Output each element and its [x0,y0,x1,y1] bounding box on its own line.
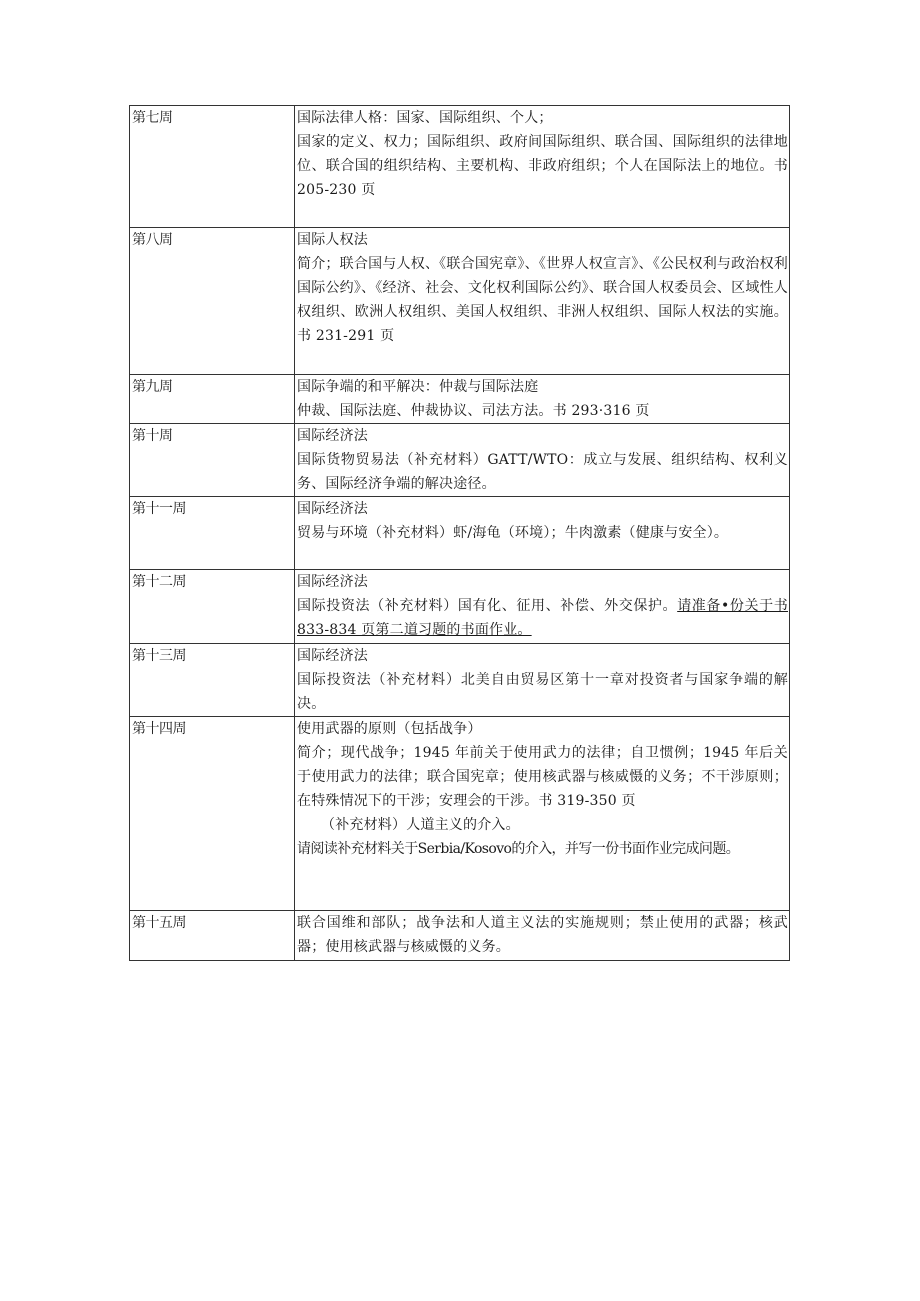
topic-title: 使用武器的原则（包括战争） [297,721,482,737]
topic-title: 国际经济法 [297,501,368,517]
table-row [130,497,790,570]
topic-detail: 国家的定义、权力；国际组织、政府间国际组织、联合国、国际组织的法律地位、联合国的组织结构、主要机构、非政府组织；个人在国际法上的地位。书 205-230 页 [297,134,788,198]
week-content [295,424,790,497]
table-row [130,228,790,375]
week-label: 第九周 [130,375,295,424]
week-content [295,911,790,961]
topic-detail-text: 国际投资法（补充材料）国有化、征用、补偿、外交保护。 [297,598,678,614]
topic-detail: 贸易与环境（补充材料）虾/海龟（环境）；牛肉激素（健康与安全）。 [297,525,729,541]
week-label: 第十一周 [130,497,295,570]
topic-detail: 国际投资法（补充材料）北美自由贸易区第十一章对投资者与国家争端的解决。 [297,672,788,712]
topic-detail: 仲裁、国际法庭、仲裁协议、司法方法。书 293·316 页 [297,403,650,419]
assignment-note: 请阅读补充材料关于Serbia/Kosovo的介入，并写一份书面作业完成问题。 [297,841,740,857]
table-row [130,644,790,717]
topic-detail [297,594,788,642]
week-content [295,228,790,375]
table-row [130,717,790,911]
topic-title: 国际经济法 [297,574,368,590]
week-label: 第十二周 [130,570,295,644]
week-content [295,375,790,424]
week-label: 第十三周 [130,644,295,717]
week-label: 第十五周 [130,911,295,961]
topic-title: 国际法律人格：国家、国际组织、个人； [297,110,553,126]
topic-detail: 简介；现代战争；1945 年前关于使用武力的法律；自卫惯例；1945 年后关于使用武力的法律；联合国宪章；使用核武器与核威慑的义务；不干涉原则；在特殊情况下的干涉；安理会的干涉。书 319-350 页 [297,745,788,809]
topic-title: 国际经济法 [297,648,368,664]
topic-title: 国际人权法 [297,232,368,248]
topic-detail: 简介；联合国与人权、《联合国宪章》、《世界人权宣言》、《公民权利与政治权利国际公约》、《经济、社会、文化权利国际公约》、联合国人权委员会、区域性人权组织、欧洲人权组织、美国人权组织、非洲人权组织、国际人权法的实施。书 231-291 页 [297,256,788,344]
week-label: 第十周 [130,424,295,497]
week-content [295,644,790,717]
table-row [130,424,790,497]
topic-detail: 国际货物贸易法（补充材料）GATT/WTO：成立与发展、组织结构、权利义务、国际经济争端的解决途径。 [297,452,788,492]
table-row [130,911,790,961]
table-row [130,570,790,644]
week-content [295,570,790,644]
supplement-note: （补充材料）人道主义的介入。 [321,817,520,833]
week-label: 第十四周 [130,717,295,911]
table-row [130,106,790,228]
topic-detail: 联合国维和部队；战争法和人道主义法的实施规则；禁止使用的武器；核武器；使用核武器与核威慑的义务。 [297,915,788,955]
week-content [295,497,790,570]
assignment-note: 请准备•份关于书 833-834 页第二道习题的书面作业。 [297,598,789,638]
week-label: 第七周 [130,106,295,228]
week-content [295,106,790,228]
course-schedule-table [129,105,790,961]
topic-title: 国际经济法 [297,428,368,444]
week-content [295,717,790,911]
topic-title: 国际争端的和平解决：仲裁与国际法庭 [297,379,539,395]
week-label: 第八周 [130,228,295,375]
table-row [130,375,790,424]
